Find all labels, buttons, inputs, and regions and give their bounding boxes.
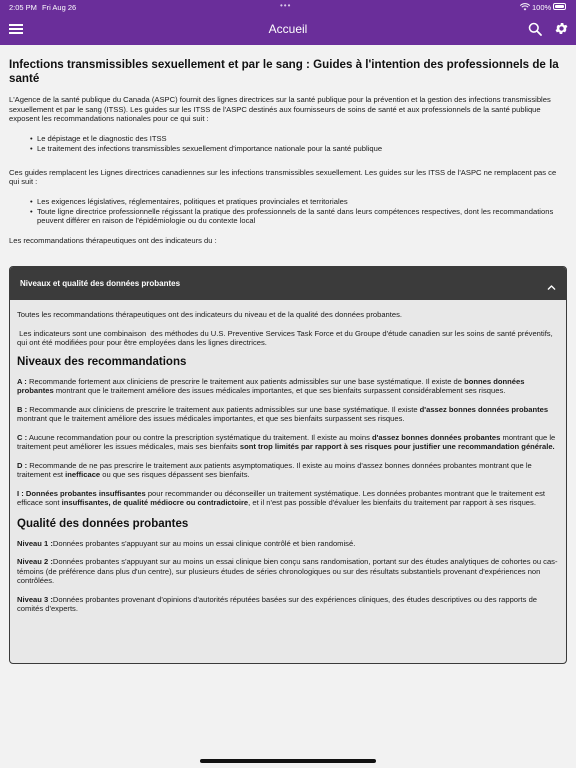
paragraph-3: Les recommandations thérapeutiques ont des indicateurs du : bbox=[9, 236, 217, 246]
main-content bbox=[9, 58, 567, 246]
accordion-body bbox=[10, 310, 566, 614]
home-indicator[interactable] bbox=[200, 759, 376, 763]
battery-icon bbox=[553, 3, 566, 10]
level-b: B : Recommande aux cliniciens de prescrire le traitement aux patients admissibles sur une base systématique. Il existe d'assez bonnes données probantes montrant que le traitement améliore des issues médicales importantes, et que ses bienfaits surpassent ses risques. bbox=[17, 404, 549, 423]
accordion-title: Niveaux et qualité des données probantes bbox=[20, 279, 181, 288]
list-item: • Le dépistage et le diagnostic des ITSS bbox=[9, 134, 567, 144]
list-item: • Toute ligne directrice professionnelle régissant la pratique des professionnels de la santé dans leurs compétences respectives, dont les recommandations peuvent différer en raison de l'épidémiologie ou du contexte local bbox=[9, 207, 567, 226]
list-item: • Les exigences législatives, réglementaires, politiques et pratiques provinciales et territoriales bbox=[9, 197, 567, 207]
chevron-up-icon[interactable] bbox=[547, 279, 556, 288]
quality-level-1: Niveau 1 :Données probantes s'appuyant sur au moins un essai clinique contrôlé et bien randomisé. bbox=[17, 538, 356, 548]
multitask-dots[interactable]: ••• bbox=[280, 1, 292, 10]
level-i: I : Données probantes insuffisantes pour recommander ou déconseiller un traitement systématique. Les données probantes montrant que le traitement est efficace sont insuffisantes, de qualité médiocre ou contradictoire, et il n'est pas possible d'évaluer les bienfaits du traitement par rapport à ses risques. bbox=[17, 488, 546, 507]
accordion-intro: Toutes les recommandations thérapeutiques ont des indicateurs du niveau et de la qualité des données probantes. bbox=[17, 310, 403, 319]
status-time: 2:05 PM bbox=[9, 3, 37, 12]
wifi-icon bbox=[520, 3, 530, 13]
level-a: A : Recommande fortement aux cliniciens de prescrire le traitement aux patients admissibles sur une base systématique. Il existe de bonnes données probantes montrant que le traitement améliore des issues médicales importantes, et que ses bienfaits surpassent considérablement ses risques. bbox=[17, 376, 525, 395]
bullet-list-1 bbox=[9, 134, 567, 153]
list-item: • Le traitement des infections transmissibles sexuellement d'importance nationale pour la santé publique bbox=[9, 144, 567, 154]
status-date: Fri Aug 26 bbox=[42, 3, 77, 12]
accordion-header[interactable] bbox=[10, 267, 566, 300]
paragraph-2: Ces guides remplacent les Lignes directrices canadiennes sur les infections transmissibles sexuellement. Les guides sur les ITSS de l'ASPC ne remplacent pas ce qui suit : bbox=[9, 167, 557, 187]
accordion-intro-2: Les indicateurs sont une combinaison des méthodes du U.S. Preventive Services Task Force et du Groupe d'étude canadien sur les soins de santé préventifs, qui ont été modifiées pour pour être employées dans les lignes directrices. bbox=[17, 328, 555, 347]
battery-percent: 100% bbox=[532, 3, 552, 12]
bullet-list-2 bbox=[9, 197, 567, 226]
quality-level-3: Niveau 3 :Données probantes provenant d'opinions d'autorités réputées basées sur des expériences cliniques, des études descriptives ou des rapports de comités d'experts. bbox=[17, 594, 538, 613]
quality-heading: Qualité des données probantes bbox=[17, 517, 189, 530]
search-icon[interactable] bbox=[528, 22, 542, 36]
level-d: D : Recommande de ne pas prescrire le traitement aux patients asymptomatiques. Il existe au moins d'assez bonnes données probantes montrant que le traitement est inefficace ou que ses risques dépassent ses bienfaits. bbox=[17, 460, 532, 479]
main-heading: Infections transmissibles sexuellement et par le sang : Guides à l'intention des professionnels de la santé bbox=[9, 58, 559, 85]
quality-level-2: Niveau 2 :Données probantes s'appuyant sur au moins un essai clinique bien conçu sans randomisation, portant sur des études analytiques de cohortes ou cas-témoins (de préférence dans plus d'un centre), sur plusieurs études de séries chronologiques ou sur des résultats substantiels provenant d'expériences non contrôlées. bbox=[17, 557, 558, 585]
level-c: C : Aucune recommandation pour ou contre la prescription systématique du traitement. Il existe au moins d'assez bonnes données probantes montrant que le traitement peut améliorer les issues médicales, mais ses bienfaits sont trop limités par rapport à ses risques pour justifier une recommandation générale. bbox=[17, 432, 556, 451]
gear-icon[interactable] bbox=[554, 21, 569, 36]
intro-paragraph: L'Agence de la santé publique du Canada (ASPC) fournit des lignes directrices sur la santé publique pour la prévention et la gestion des infections transmissibles sexuellement et par le sang (ITSS). Les guides sur les ITSS de l'ASPC destinés aux fournisseurs de soins de santé et aux professionnels de la santé publique exposent les recommandations nationales pour ce qui suit : bbox=[9, 95, 551, 124]
nav-bar bbox=[0, 14, 576, 45]
evidence-accordion bbox=[9, 266, 567, 664]
page-title: Accueil bbox=[268, 22, 308, 36]
status-bar bbox=[0, 0, 576, 14]
levels-heading: Niveaux des recommandations bbox=[17, 355, 187, 368]
